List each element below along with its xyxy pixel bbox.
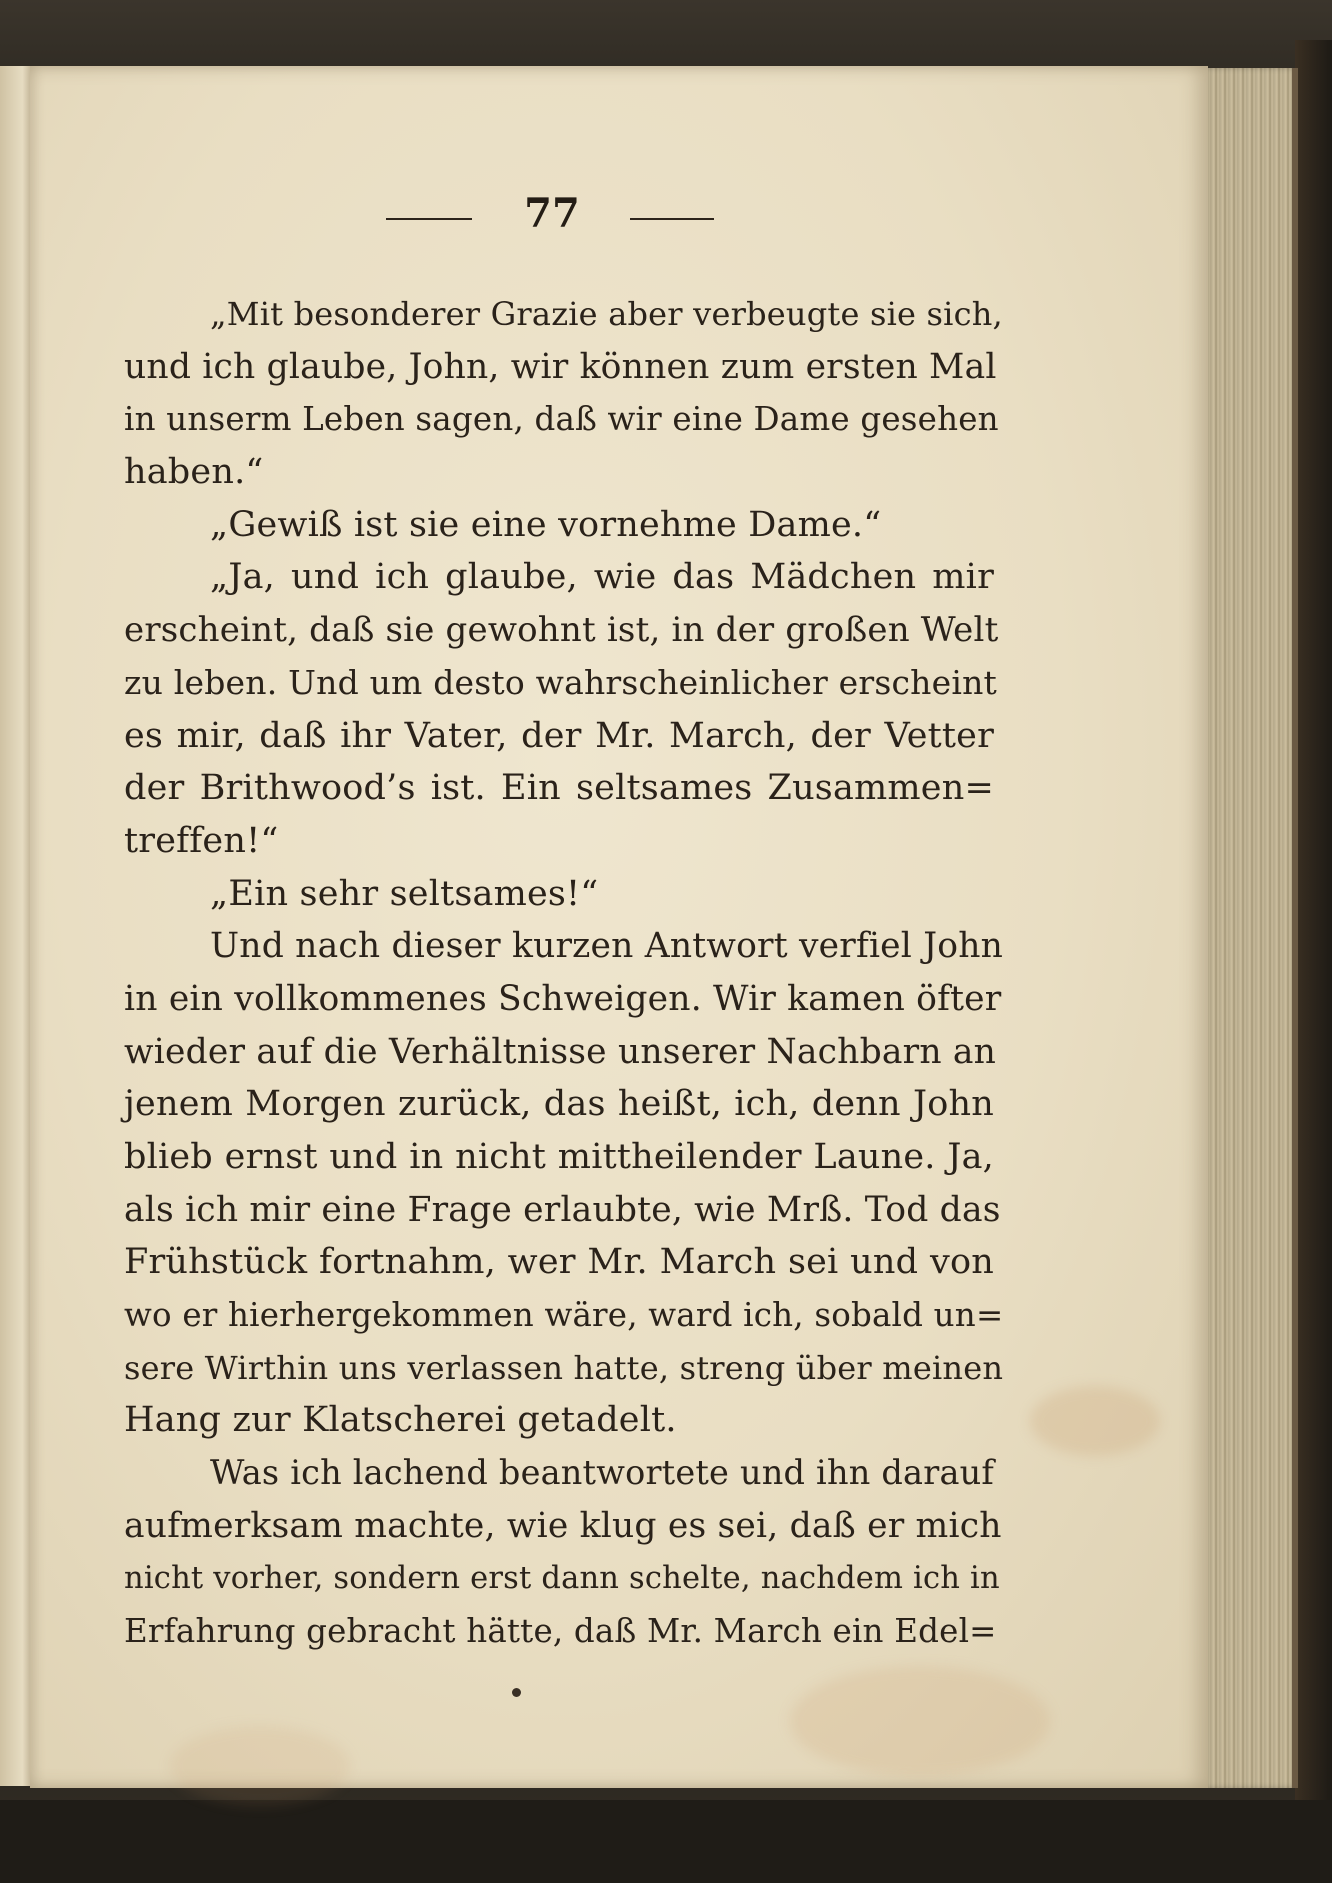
text-line: sere Wirthin uns verlassen hatte, streng über meinen bbox=[124, 1348, 1004, 1387]
text-line: in unserm Leben sagen, daß wir eine Dame gesehen bbox=[124, 400, 999, 439]
facing-page-edge bbox=[0, 66, 34, 1786]
text-line: aufmerksam machte, wie klug es sei, daß er mich bbox=[124, 1505, 1002, 1546]
text-line: erscheint, daß sie gewohnt ist, in der großen Welt bbox=[124, 610, 999, 651]
text-line: Hang zur Klatscherei getadelt. bbox=[124, 1400, 677, 1441]
text-line: in ein vollkommenes Schweigen. Wir kamen öfter bbox=[124, 978, 1002, 1019]
text-line: „Gewiß ist sie eine vornehme Dame.“ bbox=[210, 504, 882, 545]
text-line: haben.“ bbox=[124, 452, 264, 493]
text-line: „Ja, und ich glaube, wie das Mädchen mir bbox=[210, 557, 994, 598]
body-text bbox=[124, 288, 1004, 1658]
book-cover-right bbox=[1295, 40, 1332, 1840]
text-line: der Brithwood’s ist. Ein seltsames Zusammen= bbox=[124, 768, 994, 809]
text-line: Frühstück fortnahm, wer Mr. March sei und von bbox=[124, 1242, 994, 1283]
text-line: Und nach dieser kurzen Antwort verfiel John bbox=[210, 926, 1004, 967]
text-line: es mir, daß ihr Vater, der Mr. March, der Vetter bbox=[124, 715, 994, 756]
page-block-edge bbox=[1202, 68, 1298, 1788]
page-header bbox=[380, 190, 720, 240]
text-line: als ich mir eine Frage erlaubte, wie Mrß. Tod das bbox=[124, 1189, 1001, 1230]
text-line: wieder auf die Verhältnisse unserer Nachbarn an bbox=[124, 1031, 997, 1072]
text-line: „Mit besonderer Grazie aber verbeugte sie sich, bbox=[210, 295, 1003, 333]
paper-stain bbox=[790, 1666, 1050, 1776]
header-rule-right bbox=[630, 218, 714, 220]
header-rule-left bbox=[386, 218, 472, 220]
text-line: blieb ernst und in nicht mittheilender Laune. Ja, bbox=[124, 1137, 994, 1177]
page-number: 77 bbox=[524, 190, 580, 237]
paper-stain bbox=[1030, 1386, 1160, 1456]
text-line: jenem Morgen zurück, das heißt, ich, denn John bbox=[124, 1084, 994, 1125]
text-line: Was ich lachend beantwortete und ihn darauf bbox=[210, 1453, 994, 1493]
text-line: wo er hierhergekommen wäre, ward ich, sobald un= bbox=[124, 1296, 1004, 1335]
footer-mark bbox=[512, 1688, 521, 1697]
text-line: zu leben. Und um desto wahrscheinlicher erscheint bbox=[124, 662, 997, 702]
text-line: nicht vorher, sondern erst dann schelte, nachdem ich in bbox=[124, 1560, 1000, 1596]
paper-stain bbox=[170, 1726, 350, 1806]
book-cover-bottom bbox=[0, 1800, 1332, 1883]
text-line: Erfahrung gebracht hätte, daß Mr. March ein Edel= bbox=[124, 1612, 997, 1651]
text-line: treffen!“ bbox=[124, 820, 279, 861]
text-line: „Ein sehr seltsames!“ bbox=[210, 873, 599, 914]
text-line: und ich glaube, John, wir können zum ersten Mal bbox=[124, 346, 997, 387]
